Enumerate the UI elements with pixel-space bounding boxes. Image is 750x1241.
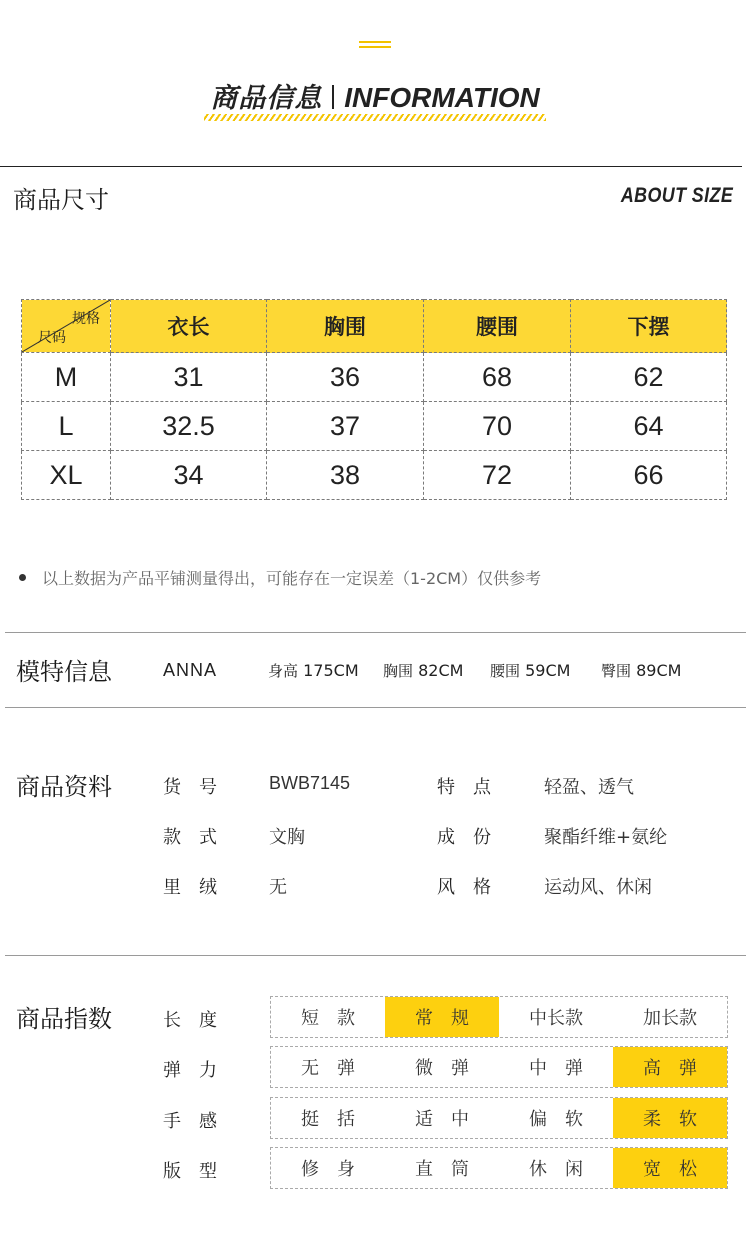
corner-spec-label: 规格: [72, 311, 100, 327]
header-decoration: [359, 41, 391, 49]
value-cell: 68: [424, 353, 571, 402]
value-cell: 62: [571, 353, 727, 402]
index-option: 直 筒: [415, 1159, 469, 1180]
index-option: 适 中: [415, 1109, 469, 1130]
table-row: [22, 451, 727, 500]
table-row: [22, 402, 727, 451]
fashion-label: 风 格: [437, 877, 491, 898]
model-hip-label: 臀围: [601, 662, 632, 680]
index-label-length: 长 度: [163, 1010, 217, 1031]
header-divider: [332, 85, 334, 109]
index-option-selected: 宽 松: [613, 1148, 727, 1188]
column-header: 胸围: [267, 300, 424, 353]
value-cell: 38: [267, 451, 424, 500]
index-label-fit: 版 型: [163, 1161, 217, 1182]
size-cell: L: [22, 402, 111, 451]
index-option: 休 闲: [529, 1159, 583, 1180]
model-waist-value: 59CM: [525, 661, 571, 680]
model-bust-label: 胸围: [383, 662, 414, 680]
model-hip: [601, 660, 681, 681]
column-header: 腰围: [424, 300, 571, 353]
index-row-length: [270, 996, 728, 1038]
value-cell: 34: [111, 451, 267, 500]
index-option: 中长款: [529, 1008, 583, 1029]
index-option-selected: 常 规: [385, 997, 499, 1037]
item-no-label: 货 号: [163, 777, 217, 798]
feature-label: 特 点: [437, 777, 491, 798]
section-divider: [5, 632, 746, 633]
index-option: 无 弹: [301, 1058, 355, 1079]
feature-value: 轻盈、透气: [544, 777, 634, 798]
fashion-value: 运动风、休闲: [544, 877, 652, 898]
model-hip-value: 89CM: [636, 661, 682, 680]
model-height-label: 身高: [268, 662, 299, 680]
model-name: ANNA: [163, 660, 218, 680]
size-table-corner: [22, 300, 111, 353]
section-divider: [5, 955, 746, 956]
size-note-text: 以上数据为产品平铺测量得出，可能存在一定误差（1-2CM）仅供参考: [42, 569, 542, 588]
lining-label: 里 绒: [163, 877, 217, 898]
index-label-elasticity: 弹 力: [163, 1060, 217, 1081]
size-section-subtitle: ABOUT SIZE: [620, 184, 733, 207]
model-bust: [383, 660, 463, 681]
product-section-title: 商品资料: [16, 773, 112, 801]
model-waist-label: 腰围: [490, 662, 521, 680]
index-option-selected: 高 弹: [613, 1047, 727, 1087]
index-label-feel: 手 感: [163, 1111, 217, 1132]
size-section-title: 商品尺寸: [13, 186, 109, 214]
model-waist: [490, 660, 570, 681]
size-note: [19, 566, 541, 589]
header-rule: [0, 166, 742, 167]
lining-value: 无: [269, 877, 287, 898]
size-table: [21, 299, 727, 500]
value-cell: 36: [267, 353, 424, 402]
index-option-selected: 柔 软: [613, 1098, 727, 1138]
index-option: 挺 括: [301, 1109, 355, 1130]
section-divider: [5, 707, 746, 708]
value-cell: 31: [111, 353, 267, 402]
index-option: 中 弹: [529, 1058, 583, 1079]
style-value: 文胸: [269, 827, 305, 848]
index-section-title: 商品指数: [16, 1005, 112, 1033]
index-row-elasticity: [270, 1046, 728, 1088]
size-cell: M: [22, 353, 111, 402]
material-label: 成 份: [437, 827, 491, 848]
index-option: 修 身: [301, 1159, 355, 1180]
value-cell: 64: [571, 402, 727, 451]
bullet-dot-icon: [19, 574, 26, 581]
index-option: 加长款: [643, 1008, 697, 1029]
size-table-header: [22, 300, 727, 353]
material-value: 聚酯纤维+氨纶: [544, 827, 668, 848]
style-label: 款 式: [163, 827, 217, 848]
table-row: [22, 353, 727, 402]
model-height: [268, 660, 359, 681]
corner-size-label: 尺码: [38, 330, 66, 346]
value-cell: 32.5: [111, 402, 267, 451]
page-header: [0, 76, 750, 121]
value-cell: 37: [267, 402, 424, 451]
value-cell: 72: [424, 451, 571, 500]
header-hatch-underline: [204, 114, 545, 121]
model-bust-value: 82CM: [418, 661, 464, 680]
header-title-en: INFORMATION: [344, 82, 540, 113]
size-cell: XL: [22, 451, 111, 500]
value-cell: 66: [571, 451, 727, 500]
item-no-value: BWB7145: [269, 773, 351, 793]
index-row-feel: [270, 1097, 728, 1139]
index-row-fit: [270, 1147, 728, 1189]
index-option: 偏 软: [529, 1109, 583, 1130]
index-option: 微 弹: [415, 1058, 469, 1079]
model-height-value: 175CM: [303, 661, 359, 680]
value-cell: 70: [424, 402, 571, 451]
header-title-cn: 商品信息: [210, 83, 323, 114]
index-option: 短 款: [301, 1008, 355, 1029]
column-header: 下摆: [571, 300, 727, 353]
column-header: 衣长: [111, 300, 267, 353]
model-section-title: 模特信息: [16, 658, 112, 686]
